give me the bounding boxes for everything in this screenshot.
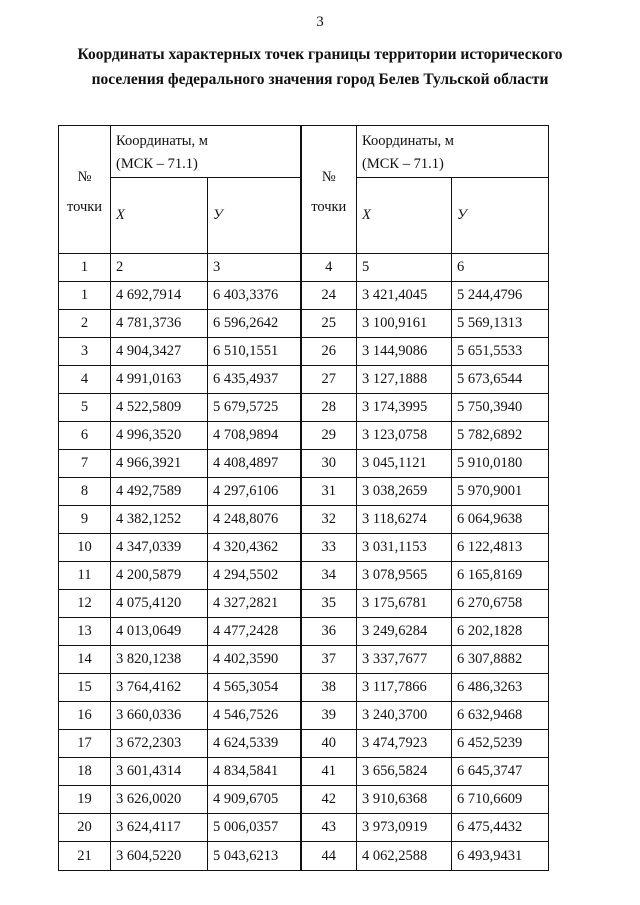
coord-y-cell: 5 750,3940	[452, 394, 549, 422]
coord-y-cell: 6 475,4432	[452, 814, 549, 842]
page-number: 3	[316, 14, 324, 30]
coord-x-cell: 3 078,9565	[357, 562, 452, 590]
point-number-word: точки	[66, 199, 103, 215]
coord-y-cell: 6 632,9468	[452, 702, 549, 730]
column-number: 5	[357, 254, 452, 282]
coord-x-cell: 4 062,2588	[357, 842, 452, 871]
coord-y-cell: 4 327,2821	[208, 590, 301, 618]
table-row	[59, 786, 549, 814]
coord-y-cell: 4 297,6106	[208, 478, 301, 506]
coordinates-header-left	[111, 126, 301, 178]
coord-x-cell: 3 117,7866	[357, 674, 452, 702]
coord-y-cell: 6 064,9638	[452, 506, 549, 534]
table-body	[59, 282, 549, 871]
coord-x-cell: 3 174,3995	[357, 394, 452, 422]
point-number-cell: 15	[59, 674, 111, 702]
coord-y-cell: 5 244,4796	[452, 282, 549, 310]
axis-x-header-left: X	[111, 178, 208, 254]
point-number-cell: 21	[59, 842, 111, 871]
coord-y-cell: 6 452,5239	[452, 730, 549, 758]
coord-y-cell: 4 294,5502	[208, 562, 301, 590]
point-number-cell: 14	[59, 646, 111, 674]
coord-x-cell: 3 474,7923	[357, 730, 452, 758]
point-number-cell: 3	[59, 338, 111, 366]
coord-x-cell: 3 123,0758	[357, 422, 452, 450]
coord-x-cell: 3 249,6284	[357, 618, 452, 646]
coord-y-cell: 6 403,3376	[208, 282, 301, 310]
point-number-cell: 8	[59, 478, 111, 506]
point-number-header-right	[301, 126, 357, 254]
coord-x-cell: 3 100,9161	[357, 310, 452, 338]
coord-y-cell: 6 710,6609	[452, 786, 549, 814]
coord-x-cell: 3 038,2659	[357, 478, 452, 506]
coord-x-cell: 3 601,4314	[111, 758, 208, 786]
column-number: 3	[208, 254, 301, 282]
point-number-cell: 18	[59, 758, 111, 786]
coord-y-cell: 6 435,4937	[208, 366, 301, 394]
coordinates-table	[58, 125, 549, 871]
point-number-word: точки	[311, 199, 347, 215]
coord-x-cell: 3 144,9086	[357, 338, 452, 366]
coord-y-cell: 5 782,6892	[452, 422, 549, 450]
point-number-cell: 20	[59, 814, 111, 842]
point-number-cell: 17	[59, 730, 111, 758]
coord-y-cell: 4 834,5841	[208, 758, 301, 786]
coord-y-cell: 6 510,1551	[208, 338, 301, 366]
coord-y-cell: 4 408,4897	[208, 450, 301, 478]
point-number-cell: 31	[301, 478, 357, 506]
point-number-cell: 42	[301, 786, 357, 814]
coord-y-cell: 5 006,0357	[208, 814, 301, 842]
axis-x-header-right: X	[357, 178, 452, 254]
coord-y-cell: 4 909,6705	[208, 786, 301, 814]
coord-x-cell: 3 764,4162	[111, 674, 208, 702]
coord-x-cell: 4 991,0163	[111, 366, 208, 394]
coord-x-cell: 3 660,0336	[111, 702, 208, 730]
title-line-1: Координаты характерных точек границы территории исторического	[77, 46, 563, 63]
coord-y-cell: 4 477,2428	[208, 618, 301, 646]
table-row	[59, 674, 549, 702]
coord-y-cell: 6 202,1828	[452, 618, 549, 646]
coord-x-cell: 3 045,1121	[357, 450, 452, 478]
coord-y-cell: 5 910,0180	[452, 450, 549, 478]
coord-x-cell: 3 118,6274	[357, 506, 452, 534]
point-number-cell: 1	[59, 282, 111, 310]
coord-y-cell: 6 493,9431	[452, 842, 549, 871]
coord-x-cell: 3 626,0020	[111, 786, 208, 814]
point-number-cell: 29	[301, 422, 357, 450]
coord-y-cell: 5 651,5533	[452, 338, 549, 366]
coord-y-cell: 5 970,9001	[452, 478, 549, 506]
point-number-cell: 7	[59, 450, 111, 478]
coord-x-cell: 3 820,1238	[111, 646, 208, 674]
coord-y-cell: 6 122,4813	[452, 534, 549, 562]
point-number-cell: 16	[59, 702, 111, 730]
table-row	[59, 758, 549, 786]
coord-x-cell: 4 692,7914	[111, 282, 208, 310]
table-row	[59, 478, 549, 506]
point-number-cell: 2	[59, 310, 111, 338]
point-number-cell: 25	[301, 310, 357, 338]
coordinates-header-right	[357, 126, 549, 178]
point-number-cell: 36	[301, 618, 357, 646]
coord-x-cell: 4 013,0649	[111, 618, 208, 646]
coord-y-cell: 4 624,5339	[208, 730, 301, 758]
coord-x-cell: 3 624,4117	[111, 814, 208, 842]
point-number-cell: 28	[301, 394, 357, 422]
point-number-cell: 33	[301, 534, 357, 562]
coord-x-cell: 3 604,5220	[111, 842, 208, 871]
point-number-cell: 41	[301, 758, 357, 786]
column-number: 4	[301, 254, 357, 282]
table-row	[59, 590, 549, 618]
table-row	[59, 506, 549, 534]
point-number-cell: 30	[301, 450, 357, 478]
coord-y-cell: 4 248,8076	[208, 506, 301, 534]
coordinates-header-system: (МСК – 71.1)	[362, 156, 444, 172]
point-number-cell: 24	[301, 282, 357, 310]
point-number-symbol: №	[77, 169, 92, 185]
coord-y-cell: 6 645,3747	[452, 758, 549, 786]
coordinates-header-title: Координаты, м	[362, 133, 454, 149]
point-number-cell: 12	[59, 590, 111, 618]
coord-x-cell: 4 996,3520	[111, 422, 208, 450]
point-number-cell: 26	[301, 338, 357, 366]
point-number-header-left	[59, 126, 111, 254]
coord-y-cell: 5 679,5725	[208, 394, 301, 422]
point-number-cell: 9	[59, 506, 111, 534]
coord-x-cell: 3 175,6781	[357, 590, 452, 618]
table-row	[59, 814, 549, 842]
coord-x-cell: 4 492,7589	[111, 478, 208, 506]
coord-y-cell: 4 708,9894	[208, 422, 301, 450]
point-number-cell: 5	[59, 394, 111, 422]
point-number-cell: 27	[301, 366, 357, 394]
coord-x-cell: 4 522,5809	[111, 394, 208, 422]
point-number-cell: 32	[301, 506, 357, 534]
column-number: 1	[59, 254, 111, 282]
table-row	[59, 562, 549, 590]
point-number-cell: 10	[59, 534, 111, 562]
point-number-cell: 37	[301, 646, 357, 674]
coord-x-cell: 3 910,6368	[357, 786, 452, 814]
point-number-cell: 4	[59, 366, 111, 394]
coord-y-cell: 5 569,1313	[452, 310, 549, 338]
table-row	[59, 422, 549, 450]
table-row	[59, 702, 549, 730]
axis-y-header-left: У	[208, 178, 301, 254]
coord-y-cell: 4 546,7526	[208, 702, 301, 730]
point-number-cell: 35	[301, 590, 357, 618]
point-number-cell: 11	[59, 562, 111, 590]
point-number-cell: 34	[301, 562, 357, 590]
column-number: 6	[452, 254, 549, 282]
coordinates-header-title: Координаты, м	[116, 133, 208, 149]
point-number-cell: 39	[301, 702, 357, 730]
coord-x-cell: 4 075,4120	[111, 590, 208, 618]
point-number-cell: 6	[59, 422, 111, 450]
coord-x-cell: 4 347,0339	[111, 534, 208, 562]
document-title	[40, 42, 600, 92]
table-row	[59, 646, 549, 674]
coord-y-cell: 6 307,8882	[452, 646, 549, 674]
point-number-cell: 19	[59, 786, 111, 814]
coord-y-cell: 6 165,8169	[452, 562, 549, 590]
coord-y-cell: 6 596,2642	[208, 310, 301, 338]
coord-x-cell: 4 200,5879	[111, 562, 208, 590]
table-row	[59, 338, 549, 366]
coord-x-cell: 3 973,0919	[357, 814, 452, 842]
table-row	[59, 730, 549, 758]
coord-y-cell: 5 043,6213	[208, 842, 301, 871]
coordinates-header-system: (МСК – 71.1)	[116, 156, 198, 172]
coord-y-cell: 6 270,6758	[452, 590, 549, 618]
coord-y-cell: 4 402,3590	[208, 646, 301, 674]
table-row	[59, 394, 549, 422]
coord-y-cell: 4 565,3054	[208, 674, 301, 702]
point-number-symbol: №	[321, 169, 336, 185]
table-row	[59, 450, 549, 478]
coord-x-cell: 3 127,1888	[357, 366, 452, 394]
point-number-cell: 40	[301, 730, 357, 758]
table-row	[59, 618, 549, 646]
column-number: 2	[111, 254, 208, 282]
coord-x-cell: 4 382,1252	[111, 506, 208, 534]
table-row	[59, 366, 549, 394]
coord-x-cell: 3 672,2303	[111, 730, 208, 758]
point-number-cell: 38	[301, 674, 357, 702]
coord-y-cell: 6 486,3263	[452, 674, 549, 702]
point-number-cell: 13	[59, 618, 111, 646]
coord-x-cell: 3 656,5824	[357, 758, 452, 786]
coord-y-cell: 4 320,4362	[208, 534, 301, 562]
coord-x-cell: 4 904,3427	[111, 338, 208, 366]
column-number-row	[59, 254, 549, 282]
coord-x-cell: 3 337,7677	[357, 646, 452, 674]
axis-y-header-right: У	[452, 178, 549, 254]
table-row	[59, 534, 549, 562]
coord-x-cell: 4 781,3736	[111, 310, 208, 338]
coord-y-cell: 5 673,6544	[452, 366, 549, 394]
coord-x-cell: 3 240,3700	[357, 702, 452, 730]
table-row	[59, 310, 549, 338]
coord-x-cell: 3 421,4045	[357, 282, 452, 310]
coord-x-cell: 3 031,1153	[357, 534, 452, 562]
coord-x-cell: 4 966,3921	[111, 450, 208, 478]
table-row	[59, 842, 549, 871]
point-number-cell: 43	[301, 814, 357, 842]
table-row	[59, 282, 549, 310]
point-number-cell: 44	[301, 842, 357, 871]
title-line-2: поселения федерального значения город Белев Тульской области	[91, 71, 549, 88]
